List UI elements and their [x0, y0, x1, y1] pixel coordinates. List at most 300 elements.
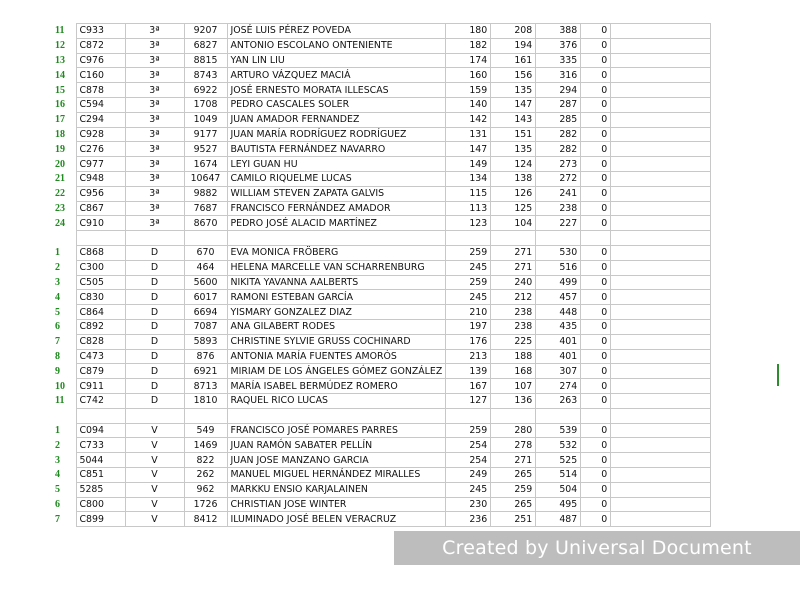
participant-name: BAUTISTA FERNÁNDEZ NAVARRO — [227, 142, 446, 157]
category: 3ª — [125, 38, 184, 53]
extra-count: 0 — [581, 53, 611, 68]
score-1: 142 — [446, 112, 491, 127]
participant-code: C800 — [76, 497, 125, 512]
participant-code: C300 — [76, 260, 125, 275]
row-rank: 6 — [55, 498, 60, 510]
license-number: 8670 — [184, 216, 227, 231]
score-2: 107 — [491, 379, 536, 394]
empty-cell — [611, 482, 711, 497]
total-score: 273 — [536, 157, 581, 172]
score-1: 131 — [446, 127, 491, 142]
score-1: 134 — [446, 171, 491, 186]
row-rank: 5 — [55, 306, 60, 318]
participant-code: C864 — [76, 305, 125, 320]
license-number: 1708 — [184, 97, 227, 112]
score-2: 278 — [491, 438, 536, 453]
empty-cell — [611, 453, 711, 468]
category: D — [125, 364, 184, 379]
participant-code: C828 — [76, 334, 125, 349]
empty-cell — [611, 157, 711, 172]
category: D — [125, 379, 184, 394]
participant-code: C868 — [76, 245, 125, 260]
table-row — [47, 349, 711, 364]
participant-name: LEYI GUAN HU — [227, 157, 446, 172]
participant-code: C879 — [76, 364, 125, 379]
results-table — [47, 23, 711, 527]
license-number: 8815 — [184, 53, 227, 68]
license-number: 10647 — [184, 171, 227, 186]
empty-cell — [611, 97, 711, 112]
participant-code: C733 — [76, 438, 125, 453]
license-number: 6017 — [184, 290, 227, 305]
extra-count: 0 — [581, 364, 611, 379]
category: 3ª — [125, 216, 184, 231]
participant-name: WILLIAM STEVEN ZAPATA GALVIS — [227, 186, 446, 201]
empty-cell — [611, 364, 711, 379]
total-score: 294 — [536, 83, 581, 98]
extra-count: 0 — [581, 379, 611, 394]
score-2: 212 — [491, 290, 536, 305]
score-2: 156 — [491, 68, 536, 83]
total-score: 282 — [536, 142, 581, 157]
category: 3ª — [125, 53, 184, 68]
total-score: 241 — [536, 186, 581, 201]
extra-count: 0 — [581, 245, 611, 260]
score-2: 168 — [491, 364, 536, 379]
participant-name: PEDRO CASCALES SOLER — [227, 97, 446, 112]
table-row — [47, 201, 711, 216]
category: D — [125, 305, 184, 320]
score-2: 271 — [491, 453, 536, 468]
category: 3ª — [125, 157, 184, 172]
participant-code: C867 — [76, 201, 125, 216]
total-score: 457 — [536, 290, 581, 305]
category: 3ª — [125, 127, 184, 142]
participant-name: FRANCISCO JOSÉ POMARES PARRES — [227, 423, 446, 438]
table-row — [47, 157, 711, 172]
extra-count: 0 — [581, 216, 611, 231]
score-1: 160 — [446, 68, 491, 83]
table-row — [47, 53, 711, 68]
table-row — [47, 112, 711, 127]
license-number: 5600 — [184, 275, 227, 290]
participant-code: C276 — [76, 142, 125, 157]
participant-name: CAMILO RIQUELME LUCAS — [227, 171, 446, 186]
category: D — [125, 275, 184, 290]
row-rank: 15 — [55, 84, 65, 96]
total-score: 530 — [536, 245, 581, 260]
score-2: 271 — [491, 260, 536, 275]
table-row — [47, 305, 711, 320]
table-row — [47, 142, 711, 157]
total-score: 525 — [536, 453, 581, 468]
empty-cell — [611, 260, 711, 275]
participant-name: YAN LIN LIU — [227, 53, 446, 68]
extra-count: 0 — [581, 438, 611, 453]
score-1: 230 — [446, 497, 491, 512]
score-2: 104 — [491, 216, 536, 231]
table-row — [47, 319, 711, 334]
total-score: 504 — [536, 482, 581, 497]
score-2: 265 — [491, 497, 536, 512]
participant-code: C892 — [76, 319, 125, 334]
participant-code: C910 — [76, 216, 125, 231]
table-row — [47, 467, 711, 482]
row-rank: 1 — [55, 424, 60, 436]
row-rank: 6 — [55, 321, 60, 333]
category: 3ª — [125, 171, 184, 186]
row-rank: 4 — [55, 469, 60, 481]
table-row — [47, 127, 711, 142]
score-1: 113 — [446, 201, 491, 216]
category: 3ª — [125, 112, 184, 127]
table-row — [47, 482, 711, 497]
total-score: 401 — [536, 334, 581, 349]
empty-cell — [611, 245, 711, 260]
participant-code: C928 — [76, 127, 125, 142]
empty-cell — [611, 512, 711, 527]
table-row — [47, 379, 711, 394]
empty-cell — [611, 319, 711, 334]
extra-count: 0 — [581, 512, 611, 527]
total-score: 227 — [536, 216, 581, 231]
total-score: 401 — [536, 349, 581, 364]
row-rank: 18 — [55, 128, 65, 140]
score-1: 139 — [446, 364, 491, 379]
row-rank: 9 — [55, 365, 60, 377]
score-1: 123 — [446, 216, 491, 231]
table-row — [47, 24, 711, 39]
separator-row — [47, 231, 711, 246]
separator-cell — [536, 231, 581, 246]
category: V — [125, 423, 184, 438]
empty-cell — [611, 497, 711, 512]
participant-code: C911 — [76, 379, 125, 394]
participant-name: EVA MONICA FRÖBERG — [227, 245, 446, 260]
total-score: 495 — [536, 497, 581, 512]
table-row — [47, 68, 711, 83]
score-1: 149 — [446, 157, 491, 172]
table-row — [47, 423, 711, 438]
license-number: 1469 — [184, 438, 227, 453]
empty-cell — [611, 275, 711, 290]
row-rank: 21 — [55, 173, 65, 185]
participant-code: C294 — [76, 112, 125, 127]
category: 3ª — [125, 68, 184, 83]
empty-cell — [611, 349, 711, 364]
row-rank: 24 — [55, 217, 65, 229]
license-number: 6694 — [184, 305, 227, 320]
row-rank: 13 — [55, 54, 65, 66]
table-row — [47, 216, 711, 231]
participant-code: C594 — [76, 97, 125, 112]
extra-count: 0 — [581, 467, 611, 482]
category: D — [125, 319, 184, 334]
table-row — [47, 364, 711, 379]
participant-name: FRANCISCO FERNÁNDEZ AMADOR — [227, 201, 446, 216]
extra-count: 0 — [581, 290, 611, 305]
participant-code: C851 — [76, 467, 125, 482]
score-1: 210 — [446, 305, 491, 320]
extra-count: 0 — [581, 38, 611, 53]
participant-code: C094 — [76, 423, 125, 438]
category: D — [125, 349, 184, 364]
table-row — [47, 260, 711, 275]
category: 3ª — [125, 201, 184, 216]
category: D — [125, 260, 184, 275]
score-1: 167 — [446, 379, 491, 394]
empty-cell — [611, 53, 711, 68]
total-score: 388 — [536, 24, 581, 39]
empty-cell — [611, 290, 711, 305]
row-rank: 16 — [55, 99, 65, 111]
participant-code: C976 — [76, 53, 125, 68]
table-row — [47, 245, 711, 260]
row-rank: 7 — [55, 513, 60, 525]
participant-name: MARKKU ENSIO KARJALAINEN — [227, 482, 446, 497]
score-1: 259 — [446, 245, 491, 260]
empty-cell — [611, 438, 711, 453]
total-score: 316 — [536, 68, 581, 83]
score-2: 188 — [491, 349, 536, 364]
participant-name: JUAN AMADOR FERNANDEZ — [227, 112, 446, 127]
row-rank: 23 — [55, 202, 65, 214]
participant-code: C160 — [76, 68, 125, 83]
license-number: 6921 — [184, 364, 227, 379]
participant-name: RAQUEL RICO LUCAS — [227, 393, 446, 408]
category: 3ª — [125, 24, 184, 39]
empty-cell — [611, 467, 711, 482]
extra-count: 0 — [581, 201, 611, 216]
row-rank: 7 — [55, 336, 60, 348]
license-number: 8412 — [184, 512, 227, 527]
score-1: 254 — [446, 438, 491, 453]
license-number: 822 — [184, 453, 227, 468]
score-1: 213 — [446, 349, 491, 364]
category: 3ª — [125, 97, 184, 112]
license-number: 876 — [184, 349, 227, 364]
participant-name: JOSÉ LUIS PÉREZ POVEDA — [227, 24, 446, 39]
total-score: 514 — [536, 467, 581, 482]
extra-count: 0 — [581, 453, 611, 468]
score-2: 135 — [491, 142, 536, 157]
row-rank: 17 — [55, 114, 65, 126]
row-rank: 12 — [55, 40, 65, 52]
table-row — [47, 393, 711, 408]
separator-cell — [446, 231, 491, 246]
empty-cell — [611, 142, 711, 157]
extra-count: 0 — [581, 260, 611, 275]
separator-cell — [125, 408, 184, 423]
row-rank: 11 — [55, 395, 65, 407]
row-rank: 8 — [55, 350, 60, 362]
total-score: 435 — [536, 319, 581, 334]
separator-cell — [227, 408, 446, 423]
separator-cell — [76, 408, 125, 423]
participant-name: JUAN JOSE MANZANO GARCIA — [227, 453, 446, 468]
separator-cell — [491, 231, 536, 246]
empty-cell — [611, 393, 711, 408]
score-1: 174 — [446, 53, 491, 68]
category: D — [125, 393, 184, 408]
score-1: 182 — [446, 38, 491, 53]
row-rank: 10 — [55, 380, 65, 392]
extra-count: 0 — [581, 334, 611, 349]
license-number: 549 — [184, 423, 227, 438]
license-number: 1810 — [184, 393, 227, 408]
extra-count: 0 — [581, 393, 611, 408]
extra-count: 0 — [581, 305, 611, 320]
participant-name: ANA GILABERT RODES — [227, 319, 446, 334]
participant-code: 5044 — [76, 453, 125, 468]
score-1: 127 — [446, 393, 491, 408]
score-1: 197 — [446, 319, 491, 334]
participant-code: C505 — [76, 275, 125, 290]
extra-count: 0 — [581, 275, 611, 290]
score-1: 159 — [446, 83, 491, 98]
total-score: 263 — [536, 393, 581, 408]
score-2: 259 — [491, 482, 536, 497]
separator-cell — [491, 408, 536, 423]
empty-cell — [611, 83, 711, 98]
row-rank: 19 — [55, 143, 65, 155]
participant-code: C830 — [76, 290, 125, 305]
category: 3ª — [125, 186, 184, 201]
empty-cell — [611, 423, 711, 438]
score-2: 271 — [491, 245, 536, 260]
participant-code: C956 — [76, 186, 125, 201]
extra-count: 0 — [581, 186, 611, 201]
extra-count: 0 — [581, 423, 611, 438]
empty-cell — [611, 216, 711, 231]
row-rank: 1 — [55, 247, 60, 259]
score-1: 236 — [446, 512, 491, 527]
score-2: 238 — [491, 305, 536, 320]
separator-cell — [184, 231, 227, 246]
extra-count: 0 — [581, 157, 611, 172]
empty-cell — [611, 201, 711, 216]
total-score: 499 — [536, 275, 581, 290]
score-1: 180 — [446, 24, 491, 39]
row-rank: 3 — [55, 454, 60, 466]
separator-cell — [227, 231, 446, 246]
separator-cell — [581, 408, 611, 423]
participant-name: MANUEL MIGUEL HERNÁNDEZ MIRALLES — [227, 467, 446, 482]
score-2: 194 — [491, 38, 536, 53]
score-1: 140 — [446, 97, 491, 112]
score-2: 265 — [491, 467, 536, 482]
participant-name: ANTONIA MARÍA FUENTES AMORÓS — [227, 349, 446, 364]
score-2: 225 — [491, 334, 536, 349]
empty-cell — [611, 379, 711, 394]
score-1: 245 — [446, 290, 491, 305]
score-1: 245 — [446, 260, 491, 275]
participant-name: CHRISTINE SYLVIE GRUSS COCHINARD — [227, 334, 446, 349]
extra-count: 0 — [581, 349, 611, 364]
license-number: 9882 — [184, 186, 227, 201]
empty-cell — [611, 127, 711, 142]
total-score: 307 — [536, 364, 581, 379]
participant-name: HELENA MARCELLE VAN SCHARRENBURG — [227, 260, 446, 275]
row-rank: 5 — [55, 484, 60, 496]
category: V — [125, 512, 184, 527]
table-row — [47, 497, 711, 512]
participant-name: ANTONIO ESCOLANO ONTENIENTE — [227, 38, 446, 53]
row-rank: 3 — [55, 276, 60, 288]
extra-count: 0 — [581, 24, 611, 39]
total-score: 487 — [536, 512, 581, 527]
margin-mark — [777, 364, 779, 386]
score-2: 138 — [491, 171, 536, 186]
row-rank: 4 — [55, 291, 60, 303]
score-1: 245 — [446, 482, 491, 497]
participant-code: C872 — [76, 38, 125, 53]
score-2: 280 — [491, 423, 536, 438]
separator-cell — [611, 408, 711, 423]
license-number: 6922 — [184, 83, 227, 98]
extra-count: 0 — [581, 68, 611, 83]
row-rank: 2 — [55, 262, 60, 274]
participant-code: C899 — [76, 512, 125, 527]
score-2: 124 — [491, 157, 536, 172]
total-score: 516 — [536, 260, 581, 275]
total-score: 335 — [536, 53, 581, 68]
category: V — [125, 438, 184, 453]
category: 3ª — [125, 83, 184, 98]
row-rank: 22 — [55, 188, 65, 200]
total-score: 448 — [536, 305, 581, 320]
extra-count: 0 — [581, 497, 611, 512]
extra-count: 0 — [581, 127, 611, 142]
table-row — [47, 97, 711, 112]
extra-count: 0 — [581, 319, 611, 334]
total-score: 285 — [536, 112, 581, 127]
separator-row — [47, 408, 711, 423]
table-row — [47, 186, 711, 201]
score-1: 254 — [446, 453, 491, 468]
license-number: 1674 — [184, 157, 227, 172]
license-number: 262 — [184, 467, 227, 482]
license-number: 9527 — [184, 142, 227, 157]
total-score: 376 — [536, 38, 581, 53]
score-1: 147 — [446, 142, 491, 157]
score-2: 126 — [491, 186, 536, 201]
total-score: 274 — [536, 379, 581, 394]
license-number: 9177 — [184, 127, 227, 142]
participant-code: C878 — [76, 83, 125, 98]
license-number: 8713 — [184, 379, 227, 394]
license-number: 1726 — [184, 497, 227, 512]
score-1: 249 — [446, 467, 491, 482]
license-number: 6827 — [184, 38, 227, 53]
separator-cell — [536, 408, 581, 423]
empty-cell — [611, 305, 711, 320]
participant-code: C948 — [76, 171, 125, 186]
table-row — [47, 438, 711, 453]
row-rank: 20 — [55, 158, 65, 170]
participant-name: JOSÉ ERNESTO MORATA ILLESCAS — [227, 83, 446, 98]
empty-cell — [611, 334, 711, 349]
category: V — [125, 453, 184, 468]
score-1: 176 — [446, 334, 491, 349]
license-number: 670 — [184, 245, 227, 260]
extra-count: 0 — [581, 171, 611, 186]
table-row — [47, 290, 711, 305]
license-number: 5893 — [184, 334, 227, 349]
separator-cell — [125, 231, 184, 246]
total-score: 238 — [536, 201, 581, 216]
separator-cell — [184, 408, 227, 423]
